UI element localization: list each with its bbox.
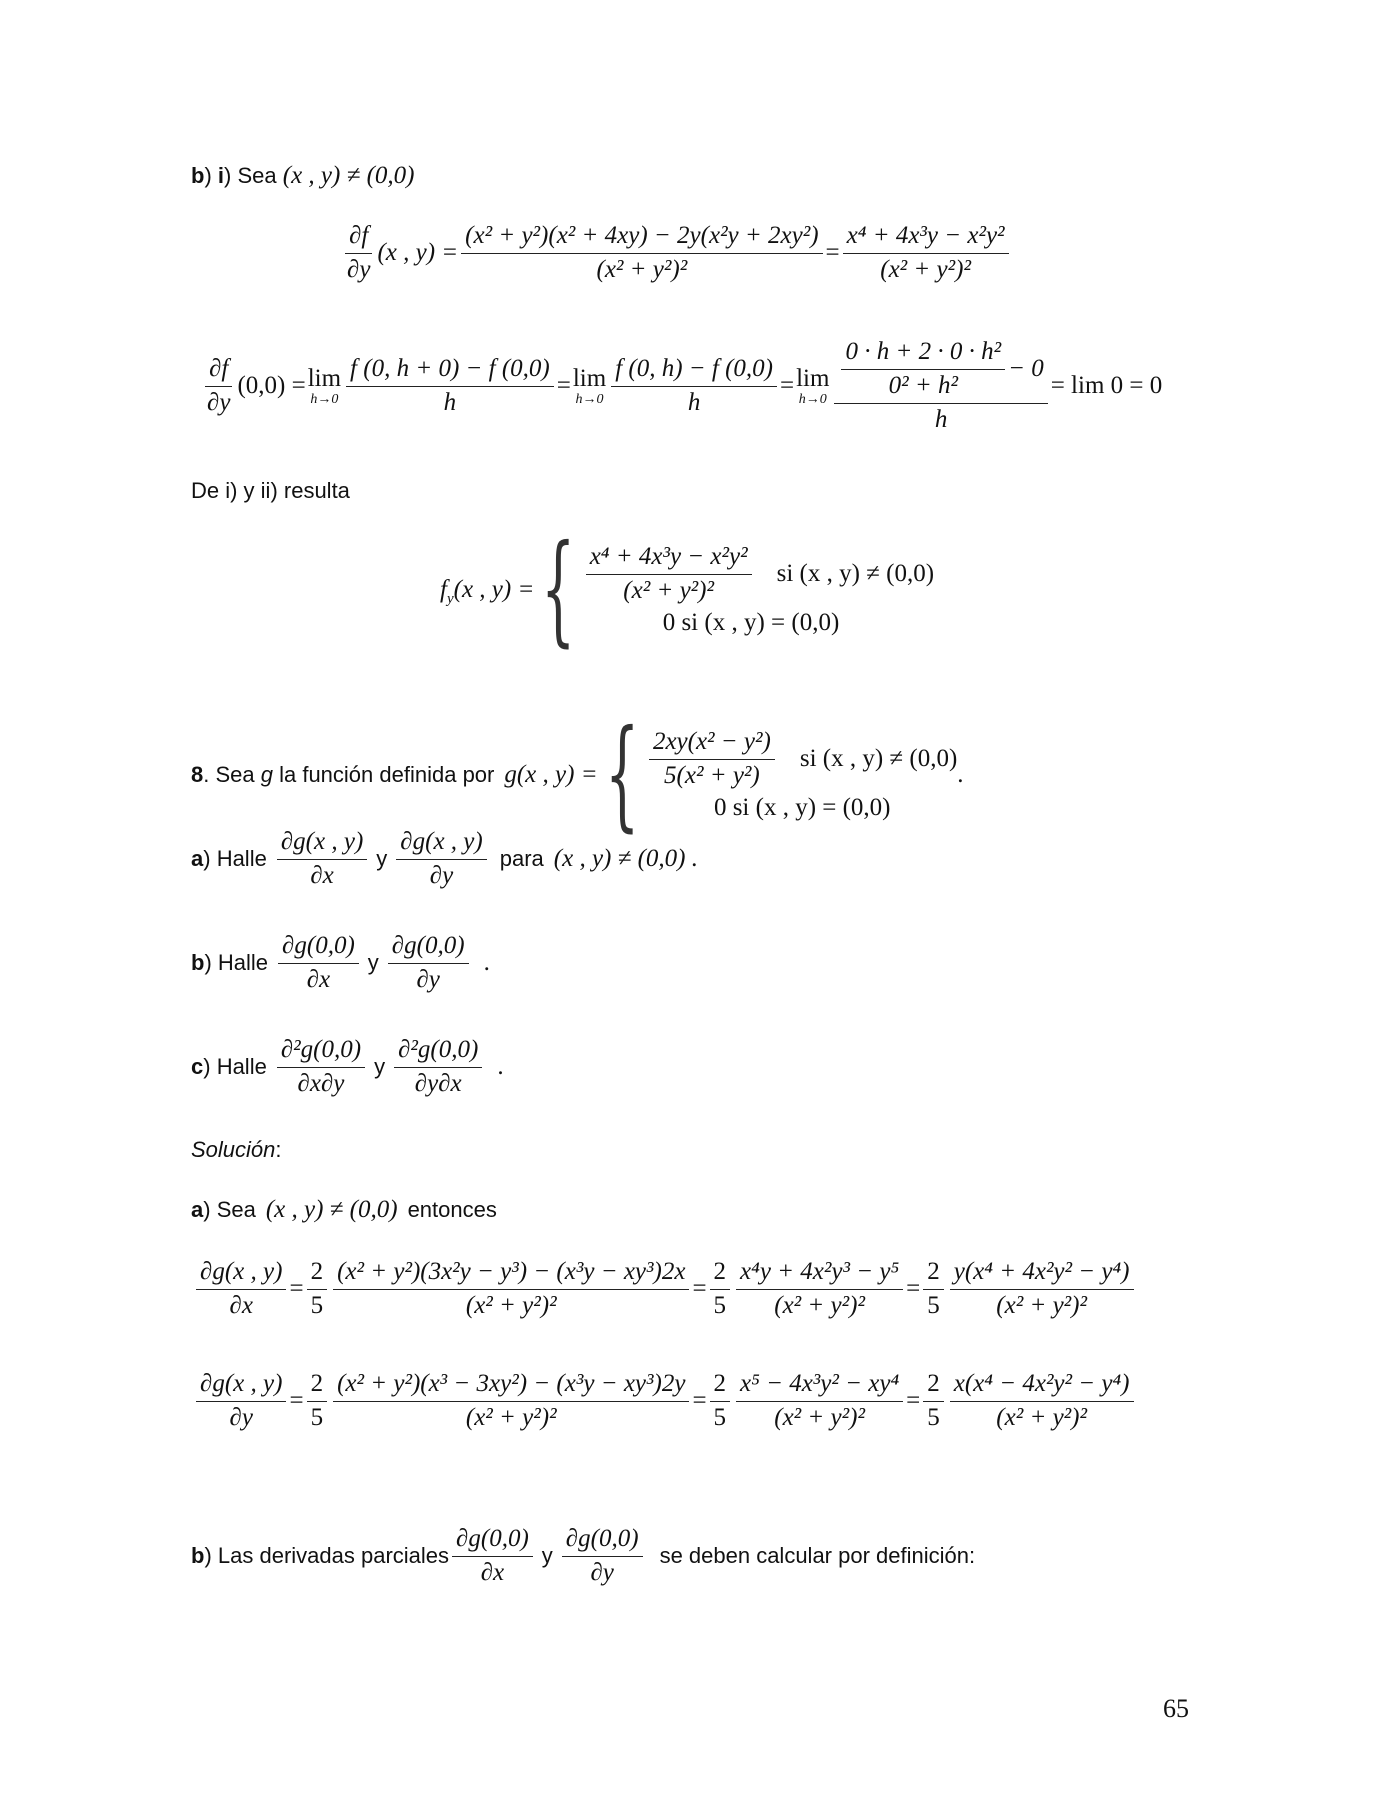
- constant-2-5: [923, 1370, 944, 1433]
- numerator: x(x⁴ − 4x²y² − y⁴): [950, 1370, 1134, 1402]
- case-1: [646, 728, 957, 791]
- lim-text: lim: [796, 364, 830, 392]
- denominator: (x² + y²)²: [623, 576, 714, 604]
- case-1: [583, 543, 934, 606]
- numerator: (x² + y²)(x² + 4xy) − 2y(x²y + 2xy²): [461, 222, 822, 254]
- denominator: (x² + y²)²: [465, 1403, 557, 1431]
- fraction-mid: [461, 222, 822, 285]
- equals-sign: =: [692, 1275, 707, 1303]
- part-b-statement: [191, 932, 490, 995]
- constant-2-5: [307, 1258, 328, 1321]
- denominator: 0² + h²: [888, 371, 958, 399]
- lhs-args: (x , y) =: [453, 576, 535, 603]
- denominator: 5: [713, 1403, 727, 1431]
- numerator: 2: [710, 1258, 731, 1290]
- denominator: ∂y: [416, 965, 440, 993]
- halle-text: ) Halle: [203, 846, 267, 872]
- numerator: ∂²g(0,0): [277, 1036, 365, 1068]
- lhs: [440, 576, 535, 607]
- denominator: ∂y∂x: [414, 1069, 462, 1097]
- condition-math: (x , y) ≠ (0,0) .: [553, 845, 698, 873]
- denominator: (x² + y²)²: [996, 1403, 1087, 1431]
- fraction-t2: [611, 355, 777, 418]
- lim-subscript: h→0: [575, 391, 604, 407]
- denominator: h: [687, 388, 701, 416]
- numerator: 2: [307, 1370, 328, 1402]
- fraction-t3: [834, 338, 1047, 434]
- fraction-lhs: [343, 222, 374, 285]
- fraction-1: [277, 828, 367, 891]
- case-2: 0 si (x , y) = (0,0): [713, 794, 891, 822]
- numerator: ∂g(0,0): [278, 932, 359, 964]
- numerator: f (0, h) − f (0,0): [611, 355, 777, 387]
- equals-sign: =: [556, 372, 571, 400]
- solution-label: Solución: [191, 1137, 276, 1162]
- fraction-t3: [950, 1258, 1134, 1321]
- equation-fy-origin: [200, 338, 1162, 434]
- constant-2-5: [307, 1370, 328, 1433]
- solution-a-intro: [191, 1196, 497, 1224]
- fraction: [649, 728, 775, 791]
- limit-3: [796, 366, 829, 407]
- numerator: 2: [710, 1370, 731, 1402]
- numerator: ∂²g(0,0): [394, 1036, 482, 1068]
- limit-2: [573, 366, 606, 407]
- label-c: c: [191, 1054, 204, 1080]
- case-2: 0 si (x , y) = (0,0): [662, 609, 840, 637]
- denominator: ∂y: [229, 1403, 253, 1431]
- fraction-2: [396, 828, 486, 891]
- label-a: a: [191, 846, 204, 872]
- equals-sign: =: [289, 1387, 304, 1415]
- equation-gy: [193, 1370, 1137, 1433]
- constant-2-5: [710, 1370, 731, 1433]
- condition-math: (x , y) ≠ (0,0): [282, 162, 415, 189]
- page-number: 65: [1163, 1694, 1189, 1723]
- numerator: 2: [923, 1370, 944, 1402]
- period: .: [497, 1053, 504, 1081]
- equals-sign: =: [780, 372, 795, 400]
- numerator: ∂g(x , y): [396, 828, 486, 860]
- problem-number: 8: [191, 762, 204, 787]
- intro-a: . Sea: [203, 762, 261, 787]
- fraction-lhs: [196, 1258, 286, 1321]
- numerator: x⁴y + 4x²y³ − y⁵: [736, 1258, 903, 1290]
- denominator: (x² + y²)²: [774, 1291, 865, 1319]
- denominator: ∂x: [229, 1291, 253, 1319]
- numerator: ∂g(0,0): [388, 932, 469, 964]
- numerator: ∂g(x , y): [196, 1370, 286, 1402]
- denominator: 5: [310, 1403, 324, 1431]
- y-conjunction: y: [367, 950, 379, 976]
- constant-2-5: [710, 1258, 731, 1321]
- problem-8-intro: [191, 762, 494, 788]
- intro-g: g: [260, 762, 273, 787]
- fraction-t2: [736, 1258, 903, 1321]
- denominator: 5: [927, 1403, 940, 1431]
- limit-1: [308, 366, 341, 407]
- fraction-1: [277, 1036, 365, 1099]
- lim-subscript: h→0: [310, 391, 339, 407]
- final-result: = lim 0 = 0: [1050, 372, 1163, 400]
- period: .: [957, 761, 964, 788]
- solution-heading: [191, 1137, 282, 1163]
- numerator: ∂f: [345, 222, 372, 254]
- left-brace: {: [604, 705, 639, 844]
- cases: [646, 728, 957, 823]
- fraction-t1: [333, 1258, 689, 1321]
- denominator: (x² + y²)²: [465, 1291, 557, 1319]
- fraction: [586, 543, 752, 606]
- fraction-t1: [333, 1370, 689, 1433]
- fraction-lhs: [203, 355, 234, 418]
- lim-text: lim: [307, 364, 342, 392]
- denominator: h: [934, 405, 948, 433]
- sea-text: ) Sea: [203, 1197, 256, 1222]
- equation-fy-general: [340, 222, 1012, 285]
- fraction-1: [452, 1525, 533, 1588]
- lim-subscript: h→0: [798, 391, 827, 407]
- denominator: 5: [927, 1291, 940, 1319]
- solution-b-intro: [191, 1525, 975, 1588]
- denominator: ∂y: [590, 1558, 614, 1586]
- lhs-args: (0,0) =: [237, 372, 306, 400]
- denominator: ∂x: [310, 861, 334, 889]
- case-1-condition: si (x , y) ≠ (0,0): [799, 745, 958, 772]
- numerator: x⁵ − 4x³y² − xy⁴: [736, 1370, 903, 1402]
- numerator: 2xy(x² − y²): [649, 728, 775, 760]
- numerator: x⁴ + 4x³y − x²y²: [586, 543, 752, 575]
- inner-fraction: [841, 338, 1005, 401]
- intro-b: la función definida por: [272, 762, 495, 787]
- numerator: ∂g(x , y): [277, 828, 367, 860]
- entonces-text: entonces: [407, 1197, 497, 1222]
- sea-text: Sea: [237, 163, 277, 188]
- cases: [583, 543, 934, 638]
- section-b-i-heading: b) i) Sea (x , y) ≠ (0,0): [191, 162, 415, 189]
- fraction-t2: [736, 1370, 903, 1433]
- numerator: (x² + y²)(3x²y − y³) − (x³y − xy³)2x: [333, 1258, 689, 1290]
- denominator: (x² + y²)²: [774, 1403, 865, 1431]
- label-i: i: [217, 163, 225, 188]
- denominator: 5(x² + y²): [664, 761, 760, 789]
- period: .: [483, 949, 490, 977]
- label-b: b: [191, 950, 205, 976]
- subscript-y: y: [446, 591, 454, 607]
- fraction-rhs: [843, 222, 1009, 285]
- constant-2-5: [923, 1258, 944, 1321]
- fraction-t3: [950, 1370, 1134, 1433]
- fy-piecewise: [440, 520, 935, 659]
- equation-gx: [193, 1258, 1137, 1321]
- numerator: ∂g(0,0): [452, 1525, 533, 1557]
- numerator: ∂g(x , y): [196, 1258, 286, 1290]
- denominator: 5: [713, 1291, 727, 1319]
- fraction-2: [562, 1525, 643, 1588]
- numerator: 2: [307, 1258, 328, 1290]
- numerator: x⁴ + 4x³y − x²y²: [843, 222, 1009, 254]
- fraction-t1: [346, 355, 554, 418]
- part-a-statement: [191, 828, 698, 891]
- fraction-1: [278, 932, 359, 995]
- para-text: para: [499, 846, 544, 872]
- denominator: (x² + y²)²: [996, 1291, 1087, 1319]
- left-brace: {: [541, 520, 576, 659]
- y-conjunction: y: [541, 1543, 553, 1569]
- compound-numerator: [834, 338, 1047, 404]
- denominator: ∂x: [306, 965, 331, 993]
- numerator: 2: [923, 1258, 944, 1290]
- numerator: ∂f: [205, 355, 232, 387]
- denominator: ∂y: [347, 255, 371, 283]
- text-a: ) Las derivadas parciales: [204, 1543, 450, 1569]
- label-a: a: [191, 1197, 204, 1222]
- label-b: b: [191, 163, 205, 188]
- equals-sign: =: [825, 239, 840, 267]
- denominator: ∂y: [429, 861, 454, 889]
- label-b: b: [191, 1543, 205, 1569]
- g-lhs: g(x , y) =: [504, 761, 598, 788]
- lim-text: lim: [572, 364, 607, 392]
- halle-text: ) Halle: [204, 950, 269, 976]
- denominator: ∂y: [207, 388, 231, 416]
- equals-sign: =: [906, 1275, 921, 1303]
- numerator: f (0, h + 0) − f (0,0): [346, 355, 554, 387]
- denominator: h: [443, 388, 457, 416]
- problem-8-statement: [191, 705, 964, 844]
- fraction-2: [394, 1036, 482, 1099]
- condition-math: (x , y) ≠ (0,0): [265, 1196, 398, 1223]
- f-symbol: f: [440, 576, 447, 603]
- conclusion-text: De i) y ii) resulta: [191, 478, 350, 503]
- case-1-condition: si (x , y) ≠ (0,0): [776, 560, 935, 587]
- part-c-statement: [191, 1036, 504, 1099]
- equals-sign: =: [906, 1387, 921, 1415]
- text-b: se deben calcular por definición:: [659, 1543, 976, 1569]
- denominator: ∂x∂y: [297, 1069, 345, 1097]
- equals-sign: =: [692, 1387, 707, 1415]
- numerator: y(x⁴ + 4x²y² − y⁴): [950, 1258, 1134, 1290]
- numerator: ∂g(0,0): [562, 1525, 643, 1557]
- denominator: ∂x: [480, 1558, 505, 1586]
- minus-zero: − 0: [1008, 354, 1044, 382]
- fraction-lhs: [196, 1370, 286, 1433]
- y-conjunction: y: [376, 846, 388, 872]
- denominator: (x² + y²)²: [596, 255, 688, 283]
- numerator: 0 · h + 2 · 0 · h²: [841, 338, 1005, 370]
- numerator: (x² + y²)(x³ − 3xy²) − (x³y − xy³)2y: [333, 1370, 689, 1402]
- colon: :: [275, 1137, 282, 1162]
- denominator: (x² + y²)²: [880, 255, 971, 283]
- lhs-args: (x , y) =: [377, 239, 459, 267]
- fraction-2: [388, 932, 469, 995]
- halle-text: ) Halle: [203, 1054, 267, 1080]
- y-conjunction: y: [374, 1054, 386, 1080]
- denominator: 5: [310, 1291, 324, 1319]
- equals-sign: =: [289, 1275, 304, 1303]
